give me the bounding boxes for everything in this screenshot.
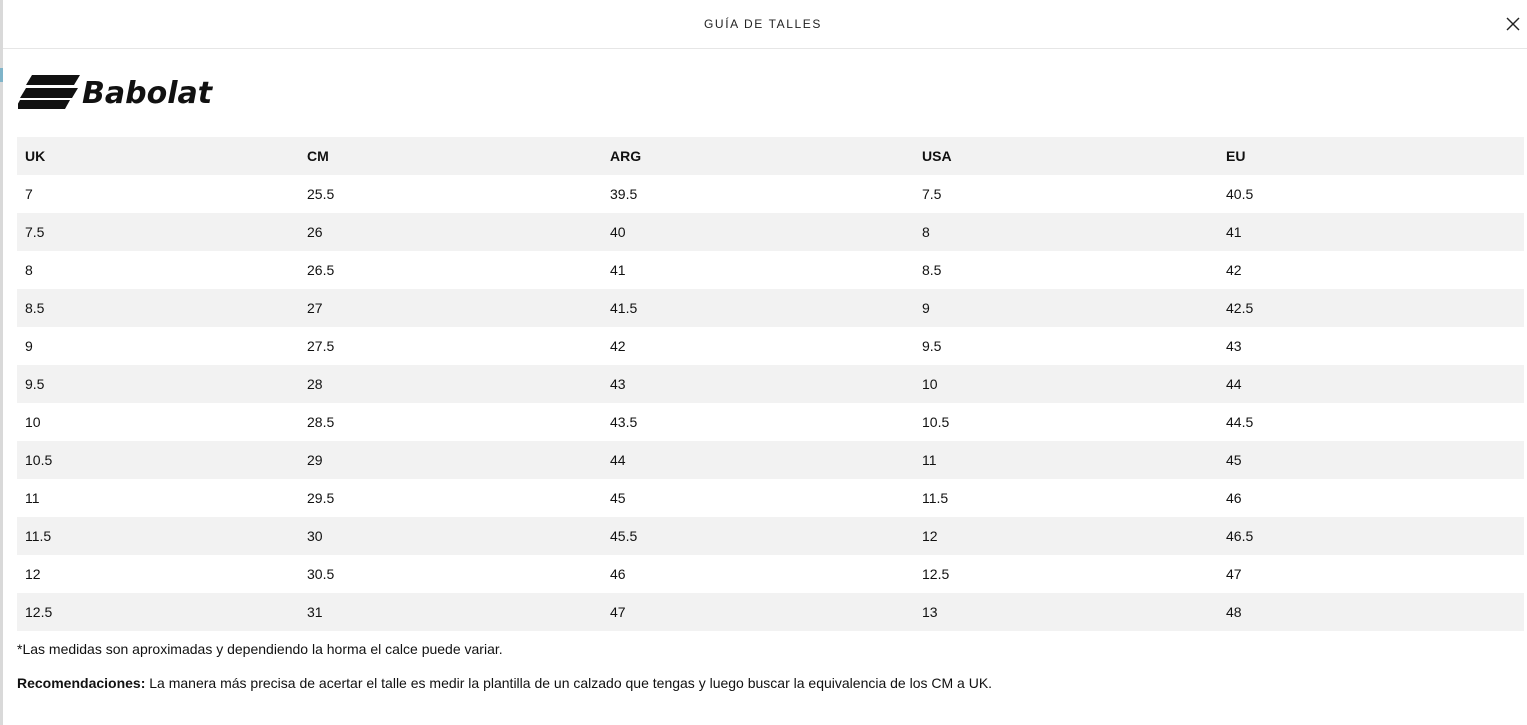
cell-arg: 43.5 — [610, 414, 638, 430]
cell-uk: 7 — [25, 186, 33, 202]
close-button[interactable] — [1503, 14, 1523, 34]
cell-arg: 47 — [610, 604, 626, 620]
cell-usa: 12 — [922, 528, 938, 544]
cell-usa: 13 — [922, 604, 938, 620]
cell-usa: 10 — [922, 376, 938, 392]
cell-usa: 9 — [922, 300, 930, 316]
page-edge-marker — [0, 68, 3, 82]
cell-uk: 9 — [25, 338, 33, 354]
cell-uk: 10.5 — [25, 452, 53, 468]
cell-cm: 27 — [307, 300, 323, 316]
cell-arg: 44 — [610, 452, 626, 468]
table-row — [17, 593, 1524, 631]
table-row — [17, 251, 1524, 289]
table-header-row — [17, 137, 1524, 175]
cell-arg: 41 — [610, 262, 626, 278]
table-row — [17, 479, 1524, 517]
header-uk: UK — [25, 148, 46, 164]
cell-cm: 25.5 — [307, 186, 335, 202]
cell-usa: 12.5 — [922, 566, 950, 582]
header-arg: ARG — [610, 148, 642, 164]
modal-title: GUÍA DE TALLES — [704, 17, 822, 31]
cell-cm: 27.5 — [307, 338, 335, 354]
table-row — [17, 213, 1524, 251]
babolat-logo-text: Babolat — [82, 76, 213, 110]
cell-eu: 44 — [1226, 376, 1242, 392]
disclaimer-note: *Las medidas son aproximadas y dependiendo la horma el calce puede variar. — [17, 641, 503, 657]
cell-cm: 29 — [307, 452, 323, 468]
cell-uk: 9.5 — [25, 376, 45, 392]
cell-eu: 42.5 — [1226, 300, 1254, 316]
cell-eu: 42 — [1226, 262, 1242, 278]
table-row — [17, 289, 1524, 327]
cell-eu: 46 — [1226, 490, 1242, 506]
cell-cm: 30 — [307, 528, 323, 544]
cell-cm: 30.5 — [307, 566, 335, 582]
cell-uk: 8.5 — [25, 300, 45, 316]
cell-cm: 28 — [307, 376, 323, 392]
cell-eu: 40.5 — [1226, 186, 1254, 202]
table-row — [17, 517, 1524, 555]
recommendations-note — [17, 675, 992, 691]
cell-eu: 48 — [1226, 604, 1242, 620]
cell-eu: 43 — [1226, 338, 1242, 354]
size-guide-table — [17, 137, 1524, 631]
header-cm: CM — [307, 148, 329, 164]
table-row — [17, 327, 1524, 365]
close-icon — [1505, 16, 1521, 32]
babolat-logo — [18, 72, 238, 110]
table-row — [17, 175, 1524, 213]
cell-uk: 10 — [25, 414, 41, 430]
cell-uk: 11 — [25, 490, 40, 506]
table-row — [17, 555, 1524, 593]
table-row — [17, 365, 1524, 403]
cell-uk: 12 — [25, 566, 41, 582]
cell-eu: 47 — [1226, 566, 1242, 582]
cell-arg: 39.5 — [610, 186, 638, 202]
page-edge — [0, 0, 3, 725]
cell-usa: 10.5 — [922, 414, 950, 430]
cell-arg: 45.5 — [610, 528, 638, 544]
cell-cm: 28.5 — [307, 414, 335, 430]
cell-uk: 8 — [25, 262, 33, 278]
header-usa: USA — [922, 148, 952, 164]
babolat-logo-icon — [18, 72, 238, 110]
recommendations-text: La manera más precisa de acertar el talle es medir la plantilla de un calzado que tengas y luego buscar la equivalencia de los CM a UK. — [145, 675, 993, 691]
cell-eu: 44.5 — [1226, 414, 1254, 430]
cell-arg: 43 — [610, 376, 626, 392]
cell-arg: 40 — [610, 224, 626, 240]
cell-cm: 29.5 — [307, 490, 335, 506]
cell-usa: 11.5 — [922, 490, 949, 506]
cell-uk: 12.5 — [25, 604, 53, 620]
cell-cm: 26 — [307, 224, 323, 240]
recommendations-label: Recomendaciones: — [17, 675, 146, 691]
table-row — [17, 403, 1524, 441]
cell-arg: 41.5 — [610, 300, 638, 316]
cell-usa: 11 — [922, 452, 937, 468]
cell-arg: 42 — [610, 338, 626, 354]
cell-arg: 45 — [610, 490, 626, 506]
cell-uk: 7.5 — [25, 224, 45, 240]
cell-eu: 46.5 — [1226, 528, 1254, 544]
cell-usa: 7.5 — [922, 186, 942, 202]
cell-eu: 45 — [1226, 452, 1242, 468]
cell-usa: 8 — [922, 224, 930, 240]
header-eu: EU — [1226, 148, 1246, 164]
modal-header — [3, 0, 1527, 49]
cell-uk: 11.5 — [25, 528, 52, 544]
cell-usa: 8.5 — [922, 262, 942, 278]
cell-arg: 46 — [610, 566, 626, 582]
table-row — [17, 441, 1524, 479]
cell-cm: 26.5 — [307, 262, 335, 278]
cell-usa: 9.5 — [922, 338, 942, 354]
cell-eu: 41 — [1226, 224, 1242, 240]
cell-cm: 31 — [307, 604, 323, 620]
